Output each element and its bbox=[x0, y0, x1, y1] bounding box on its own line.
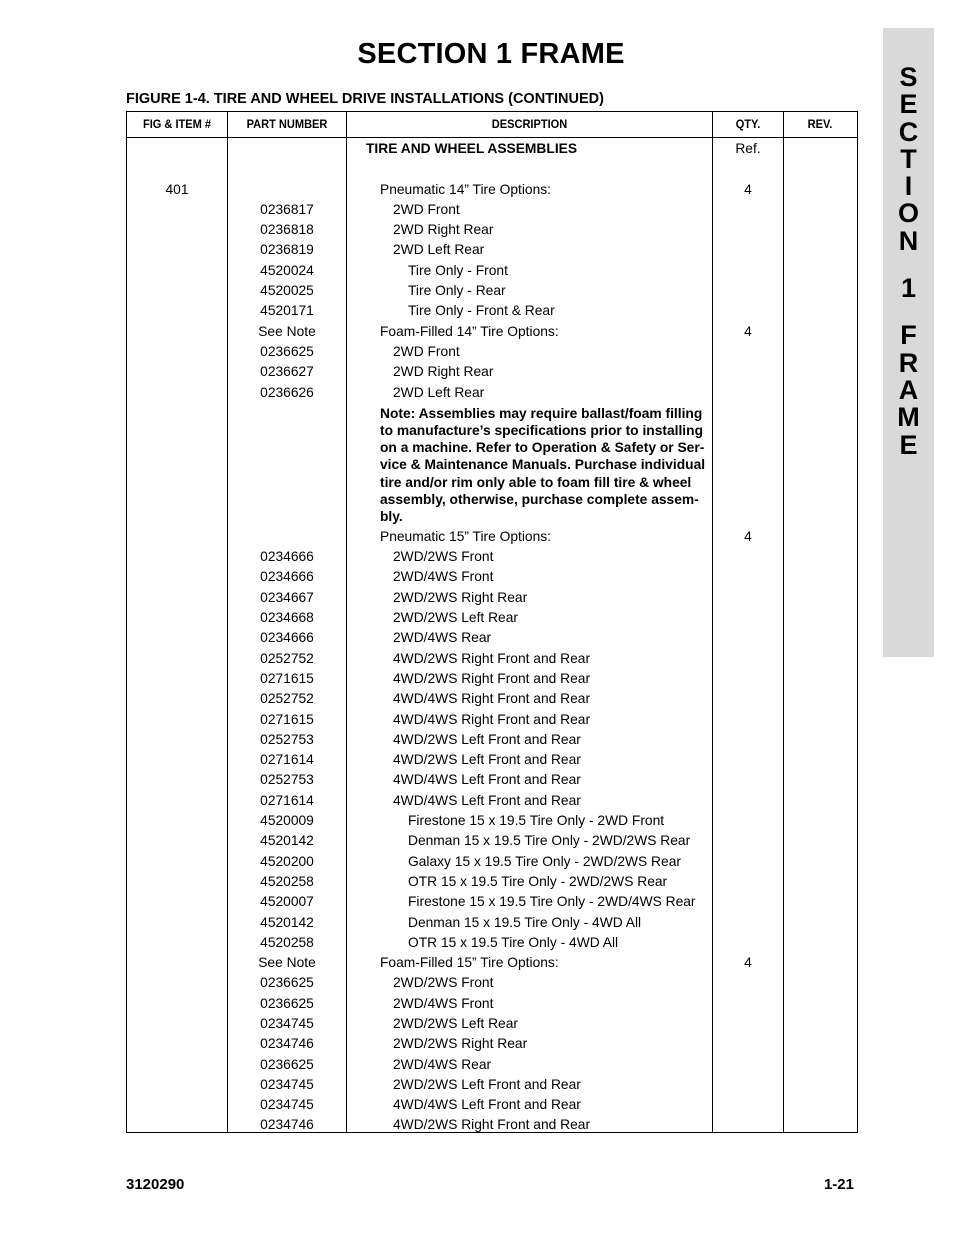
description-cell: 2WD/4WS Rear bbox=[393, 1056, 492, 1072]
qty-cell: Ref. bbox=[735, 141, 761, 156]
description-cell: Pneumatic 15” Tire Options: bbox=[380, 528, 552, 544]
part-number-cell: 0236818 bbox=[260, 222, 314, 238]
header-divider bbox=[127, 137, 857, 138]
table-row bbox=[127, 1075, 857, 1095]
description-cell: 2WD Front bbox=[393, 201, 460, 217]
part-number-cell: 0252753 bbox=[260, 772, 314, 788]
description-cell: 4WD/2WS Left Front and Rear bbox=[393, 731, 581, 747]
table-row bbox=[127, 1014, 857, 1034]
part-number-cell: See Note bbox=[258, 323, 316, 339]
side-tab-letter: F bbox=[900, 320, 917, 351]
side-tab-letter: 1 bbox=[900, 273, 917, 304]
table-body bbox=[127, 139, 857, 1136]
table-row bbox=[127, 791, 857, 811]
part-number-cell: 0271614 bbox=[260, 792, 314, 808]
header-rev: REV. bbox=[807, 117, 833, 131]
part-number-cell: 0236625 bbox=[260, 1056, 314, 1072]
table-row bbox=[127, 608, 857, 628]
part-number-cell: 4520009 bbox=[260, 813, 314, 829]
part-number-cell: 0252753 bbox=[260, 731, 314, 747]
table-row bbox=[127, 831, 857, 851]
qty-cell: 4 bbox=[744, 528, 752, 544]
table-row bbox=[127, 159, 857, 179]
table-row bbox=[127, 1034, 857, 1054]
side-tab-letter: R bbox=[898, 347, 919, 378]
side-tab-letter: A bbox=[898, 374, 919, 405]
description-cell: 4WD/4WS Left Front and Rear bbox=[393, 792, 581, 808]
description-cell: 2WD Left Rear bbox=[393, 384, 485, 400]
part-number-cell: 0236627 bbox=[260, 364, 314, 380]
side-tab-letter: E bbox=[899, 89, 918, 120]
description-cell: 2WD/2WS Left Front and Rear bbox=[393, 1076, 581, 1092]
part-number-cell: 4520024 bbox=[260, 262, 314, 278]
section-side-tab bbox=[883, 28, 934, 657]
qty-cell: 4 bbox=[744, 955, 752, 971]
description-cell: Foam-Filled 14” Tire Options: bbox=[380, 323, 559, 339]
description-cell: 4WD/2WS Left Front and Rear bbox=[393, 752, 581, 768]
part-number-cell: 0236626 bbox=[260, 384, 314, 400]
header-fig-item: FIG & ITEM # bbox=[142, 117, 212, 131]
side-tab-letter: S bbox=[899, 62, 918, 92]
description-cell: OTR 15 x 19.5 Tire Only - 2WD/2WS Rear bbox=[408, 873, 668, 889]
description-cell: Tire Only - Front & Rear bbox=[408, 303, 555, 319]
qty-cell: 4 bbox=[744, 323, 752, 339]
table-row bbox=[127, 689, 857, 709]
part-number-cell: 0236625 bbox=[260, 975, 314, 991]
document-number: 3120290 bbox=[126, 1176, 185, 1193]
part-number-cell: 4520171 bbox=[260, 303, 314, 319]
table-row bbox=[127, 994, 857, 1014]
description-cell: 2WD Right Rear bbox=[393, 222, 494, 238]
table-row bbox=[127, 342, 857, 362]
description-cell: 2WD/4WS Rear bbox=[393, 630, 492, 646]
table-row bbox=[127, 301, 857, 321]
table-row bbox=[127, 852, 857, 872]
table-row bbox=[127, 362, 857, 382]
description-cell: 2WD/2WS Right Rear bbox=[393, 1036, 528, 1052]
description-cell: Note: Assemblies may require ballast/foam filling to manufacture’s specifications prior to installing on a machine. Refer to Operation & Safety or Ser-vice & Maintenance Manuals. Purchase individual tire and/or rim only able to foam fill tire & wheel assembly, otherwise, purchase complete assem-bly. bbox=[380, 405, 706, 525]
description-cell: 4WD/2WS Right Front and Rear bbox=[393, 1117, 591, 1133]
table-row bbox=[127, 1055, 857, 1075]
part-number-cell: 0234666 bbox=[260, 569, 314, 585]
part-number-cell: 0234745 bbox=[260, 1076, 314, 1092]
part-number-cell: 0234745 bbox=[260, 1097, 314, 1113]
table-row bbox=[127, 403, 857, 527]
part-number-cell: 0271615 bbox=[260, 711, 314, 727]
table-row bbox=[127, 220, 857, 240]
part-number-cell: 4520200 bbox=[260, 853, 314, 869]
part-number-cell: 0236625 bbox=[260, 343, 314, 359]
table-row bbox=[127, 872, 857, 892]
table-row bbox=[127, 953, 857, 973]
side-tab-letters bbox=[883, 28, 934, 459]
table-row bbox=[127, 588, 857, 608]
figure-title: FIGURE 1-4. TIRE AND WHEEL DRIVE INSTALLATIONS (CONTINUED) bbox=[126, 91, 604, 107]
table-row bbox=[127, 770, 857, 790]
table-row bbox=[127, 139, 857, 159]
page-title: SECTION 1 FRAME bbox=[357, 38, 625, 70]
table-row bbox=[127, 1095, 857, 1115]
table-row bbox=[127, 892, 857, 912]
description-cell: OTR 15 x 19.5 Tire Only - 4WD All bbox=[408, 934, 619, 950]
description-cell: Denman 15 x 19.5 Tire Only - 2WD/2WS Rear bbox=[408, 833, 691, 849]
description-cell: 4WD/2WS Right Front and Rear bbox=[393, 650, 591, 666]
part-number-cell: 4520142 bbox=[260, 833, 314, 849]
description-cell: 2WD/4WS Front bbox=[393, 995, 494, 1011]
table-row bbox=[127, 750, 857, 770]
part-number-cell: 0271614 bbox=[260, 752, 314, 768]
side-tab-letter: O bbox=[897, 198, 919, 229]
description-cell: Firestone 15 x 19.5 Tire Only - 2WD/4WS Rear bbox=[408, 894, 696, 910]
header-description: DESCRIPTION bbox=[491, 117, 568, 131]
part-number-cell: 0234746 bbox=[260, 1036, 314, 1052]
table-row bbox=[127, 322, 857, 342]
fig-item-cell: 401 bbox=[165, 181, 189, 197]
part-number-cell: 4520258 bbox=[260, 873, 314, 889]
description-cell: Firestone 15 x 19.5 Tire Only - 2WD Front bbox=[408, 813, 665, 829]
description-cell: 4WD/4WS Left Front and Rear bbox=[393, 772, 581, 788]
table-row bbox=[127, 933, 857, 953]
part-number-cell: 0252752 bbox=[260, 691, 314, 707]
part-number-cell: 4520142 bbox=[260, 914, 314, 930]
header-qty: QTY. bbox=[735, 117, 761, 131]
description-cell: 2WD/2WS Left Rear bbox=[393, 610, 518, 626]
table-row bbox=[127, 710, 857, 730]
part-number-cell: 0236817 bbox=[260, 201, 314, 217]
side-tab-letter: T bbox=[900, 143, 917, 174]
side-tab-letter: M bbox=[897, 402, 920, 433]
description-cell: 2WD/4WS Front bbox=[393, 569, 494, 585]
table-row bbox=[127, 281, 857, 301]
table-row bbox=[127, 180, 857, 200]
description-cell: Pneumatic 14” Tire Options: bbox=[380, 181, 552, 197]
header-part-number: PART NUMBER bbox=[246, 117, 328, 131]
description-cell: 2WD Left Rear bbox=[393, 242, 485, 258]
description-cell: 4WD/4WS Right Front and Rear bbox=[393, 691, 591, 707]
part-number-cell: 0234668 bbox=[260, 610, 314, 626]
part-number-cell: 0271615 bbox=[260, 670, 314, 686]
description-cell: TIRE AND WHEEL ASSEMBLIES bbox=[366, 141, 578, 156]
table-row bbox=[127, 200, 857, 220]
description-cell: 2WD/2WS Right Rear bbox=[393, 589, 528, 605]
table-row bbox=[127, 649, 857, 669]
part-number-cell: 0234746 bbox=[260, 1117, 314, 1133]
description-cell: Tire Only - Rear bbox=[408, 283, 506, 299]
description-cell: Galaxy 15 x 19.5 Tire Only - 2WD/2WS Rear bbox=[408, 853, 681, 869]
part-number-cell: 0236625 bbox=[260, 995, 314, 1011]
table-row bbox=[127, 1115, 857, 1135]
page-number: 1-21 bbox=[823, 1176, 854, 1193]
table-row bbox=[127, 240, 857, 260]
part-number-cell: 0234666 bbox=[260, 630, 314, 646]
side-tab-letter: N bbox=[898, 225, 919, 256]
description-cell: 4WD/4WS Left Front and Rear bbox=[393, 1097, 581, 1113]
description-cell: Denman 15 x 19.5 Tire Only - 4WD All bbox=[408, 914, 642, 930]
description-cell: Foam-Filled 15” Tire Options: bbox=[380, 955, 559, 971]
table-row bbox=[127, 383, 857, 403]
qty-cell: 4 bbox=[744, 181, 752, 197]
table-row bbox=[127, 730, 857, 750]
part-number-cell: 4520258 bbox=[260, 934, 314, 950]
side-tab-letter: C bbox=[898, 116, 919, 147]
part-number-cell: 0236819 bbox=[260, 242, 314, 258]
part-number-cell: 0252752 bbox=[260, 650, 314, 666]
part-number-cell: 0234667 bbox=[260, 589, 314, 605]
side-tab-letter: I bbox=[904, 171, 913, 202]
side-tab-letter: E bbox=[899, 429, 918, 460]
table-row bbox=[127, 669, 857, 689]
description-cell: 2WD Right Rear bbox=[393, 364, 494, 380]
parts-table bbox=[126, 111, 858, 1133]
part-number-cell: 4520007 bbox=[260, 894, 314, 910]
description-cell: 4WD/4WS Right Front and Rear bbox=[393, 711, 591, 727]
table-row bbox=[127, 527, 857, 547]
description-cell: 2WD/2WS Front bbox=[393, 549, 494, 565]
table-row bbox=[127, 628, 857, 648]
table-row bbox=[127, 261, 857, 281]
description-cell: 4WD/2WS Right Front and Rear bbox=[393, 670, 591, 686]
table-row bbox=[127, 567, 857, 587]
part-number-cell: 0234666 bbox=[260, 549, 314, 565]
part-number-cell: See Note bbox=[258, 955, 316, 971]
description-cell: 2WD/2WS Left Rear bbox=[393, 1015, 518, 1031]
description-cell: 2WD/2WS Front bbox=[393, 975, 494, 991]
part-number-cell: 0234745 bbox=[260, 1015, 314, 1031]
table-row bbox=[127, 913, 857, 933]
table-row bbox=[127, 547, 857, 567]
description-cell: 2WD Front bbox=[393, 343, 460, 359]
table-row bbox=[127, 811, 857, 831]
part-number-cell: 4520025 bbox=[260, 283, 314, 299]
description-cell: Tire Only - Front bbox=[408, 262, 508, 278]
table-row bbox=[127, 973, 857, 993]
